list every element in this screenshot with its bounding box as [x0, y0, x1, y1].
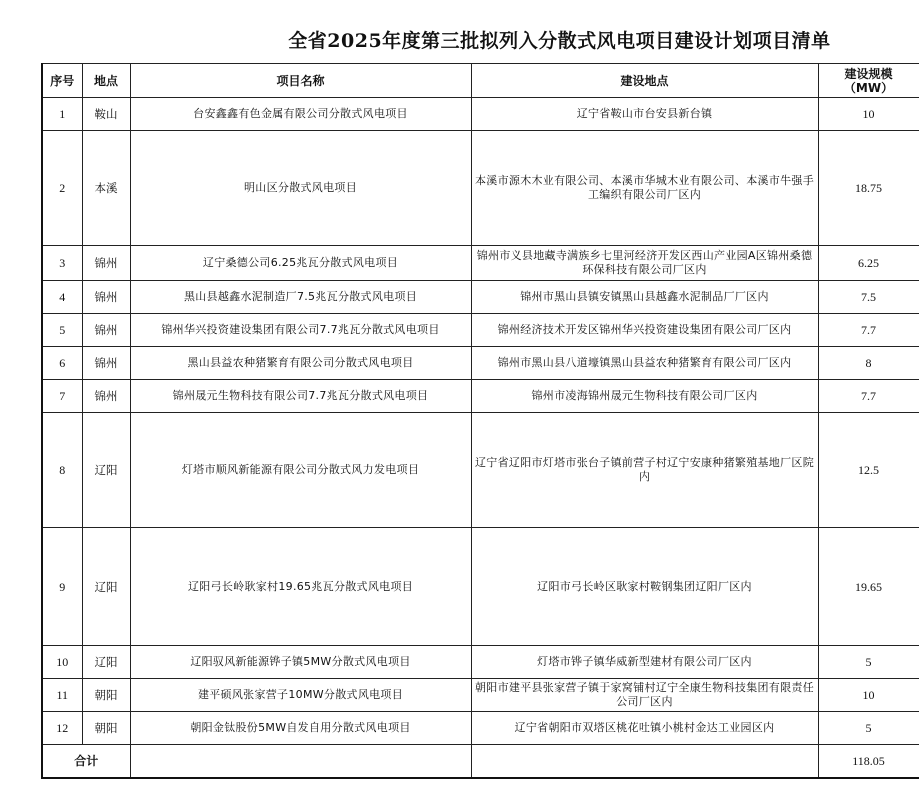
table-row [42, 679, 919, 712]
row-project-name: 灯塔市顺风新能源有限公司分散式风力发电项目 [130, 413, 471, 528]
row-site: 辽阳市弓长岭区耿家村鞍钢集团辽阳厂区内 [471, 528, 818, 646]
row-capacity: 7.7 [818, 380, 919, 413]
total-capacity: 118.05 [818, 745, 919, 778]
row-capacity: 19.65 [818, 528, 919, 646]
row-site: 朝阳市建平县张家营子镇于家窝铺村辽宁全康生物科技集团有限责任公司厂区内 [471, 679, 818, 712]
row-seq: 1 [42, 98, 82, 131]
row-seq: 6 [42, 347, 82, 380]
header-capacity [818, 64, 919, 98]
table-row [42, 131, 919, 246]
page-title: 全省2025年度第三批拟列入分散式风电项目建设计划项目清单 [288, 30, 831, 52]
row-project-name: 台安鑫鑫有色金属有限公司分散式风电项目 [130, 98, 471, 131]
row-capacity: 10 [818, 98, 919, 131]
row-capacity: 7.5 [818, 281, 919, 314]
row-capacity: 5 [818, 712, 919, 745]
total-empty-site [471, 745, 818, 778]
row-site: 辽宁省辽阳市灯塔市张台子镇前营子村辽宁安康种猪繁殖基地厂区院内 [471, 413, 818, 528]
header-name: 项目名称 [130, 64, 471, 98]
row-capacity: 18.75 [818, 131, 919, 246]
table-row [42, 413, 919, 528]
total-empty-name [130, 745, 471, 778]
table-row [42, 380, 919, 413]
header-row [42, 64, 919, 98]
row-city: 辽阳 [82, 413, 130, 528]
header-capacity-line2: （MW） [843, 80, 894, 95]
total-label: 合计 [42, 745, 130, 778]
row-city: 朝阳 [82, 679, 130, 712]
row-site: 锦州市黑山县八道壕镇黑山县益农种猪繁育有限公司厂区内 [471, 347, 818, 380]
row-project-name: 辽阳驭风新能源铧子镇5MW分散式风电项目 [130, 646, 471, 679]
row-city: 朝阳 [82, 712, 130, 745]
row-seq: 12 [42, 712, 82, 745]
row-project-name: 建平硕风张家营子10MW分散式风电项目 [130, 679, 471, 712]
header-seq: 序号 [42, 64, 82, 98]
row-seq: 8 [42, 413, 82, 528]
table-row [42, 712, 919, 745]
row-site: 锦州市义县地藏寺满族乡七里河经济开发区西山产业园A区锦州桑德环保科技有限公司厂区内 [471, 246, 818, 281]
row-project-name: 朝阳金钛股份5MW自发自用分散式风电项目 [130, 712, 471, 745]
row-project-name: 锦州晟元生物科技有限公司7.7兆瓦分散式风电项目 [130, 380, 471, 413]
header-capacity-line1: 建设规模 [844, 66, 893, 81]
row-city: 辽阳 [82, 528, 130, 646]
row-capacity: 7.7 [818, 314, 919, 347]
row-capacity: 12.5 [818, 413, 919, 528]
row-capacity: 5 [818, 646, 919, 679]
table-row [42, 246, 919, 281]
row-capacity: 8 [818, 347, 919, 380]
row-project-name: 明山区分散式风电项目 [130, 131, 471, 246]
row-site: 辽宁省鞍山市台安县新台镇 [471, 98, 818, 131]
row-site: 辽宁省朝阳市双塔区桃花吐镇小桃村金达工业园区内 [471, 712, 818, 745]
row-city: 本溪 [82, 131, 130, 246]
row-seq: 7 [42, 380, 82, 413]
row-project-name: 黑山县越鑫水泥制造厂7.5兆瓦分散式风电项目 [130, 281, 471, 314]
table-row [42, 347, 919, 380]
row-seq: 10 [42, 646, 82, 679]
row-capacity: 10 [818, 679, 919, 712]
row-site: 本溪市源木木业有限公司、本溪市华城木业有限公司、本溪市牛强手工编织有限公司厂区内 [471, 131, 818, 246]
table-row [42, 528, 919, 646]
row-city: 锦州 [82, 380, 130, 413]
row-site: 灯塔市铧子镇华威新型建材有限公司厂区内 [471, 646, 818, 679]
row-seq: 3 [42, 246, 82, 281]
row-project-name: 辽阳弓长岭耿家村19.65兆瓦分散式风电项目 [130, 528, 471, 646]
row-site: 锦州市黑山县镇安镇黑山县越鑫水泥制品厂厂区内 [471, 281, 818, 314]
project-table [41, 63, 919, 779]
row-site: 锦州市凌海锦州晟元生物科技有限公司厂区内 [471, 380, 818, 413]
row-seq: 5 [42, 314, 82, 347]
row-seq: 2 [42, 131, 82, 246]
row-project-name: 锦州华兴投资建设集团有限公司7.7兆瓦分散式风电项目 [130, 314, 471, 347]
table-row [42, 646, 919, 679]
row-city: 鞍山 [82, 98, 130, 131]
row-capacity: 6.25 [818, 246, 919, 281]
row-project-name: 辽宁桑德公司6.25兆瓦分散式风电项目 [130, 246, 471, 281]
row-city: 锦州 [82, 281, 130, 314]
header-site: 建设地点 [471, 64, 818, 98]
row-city: 锦州 [82, 246, 130, 281]
header-city: 地点 [82, 64, 130, 98]
row-site: 锦州经济技术开发区锦州华兴投资建设集团有限公司厂区内 [471, 314, 818, 347]
table-row [42, 281, 919, 314]
row-seq: 11 [42, 679, 82, 712]
row-project-name: 黑山县益农种猪繁育有限公司分散式风电项目 [130, 347, 471, 380]
row-seq: 4 [42, 281, 82, 314]
row-seq: 9 [42, 528, 82, 646]
row-city: 锦州 [82, 314, 130, 347]
row-city: 辽阳 [82, 646, 130, 679]
total-row [42, 745, 919, 778]
row-city: 锦州 [82, 347, 130, 380]
table-row [42, 314, 919, 347]
table-row [42, 98, 919, 131]
